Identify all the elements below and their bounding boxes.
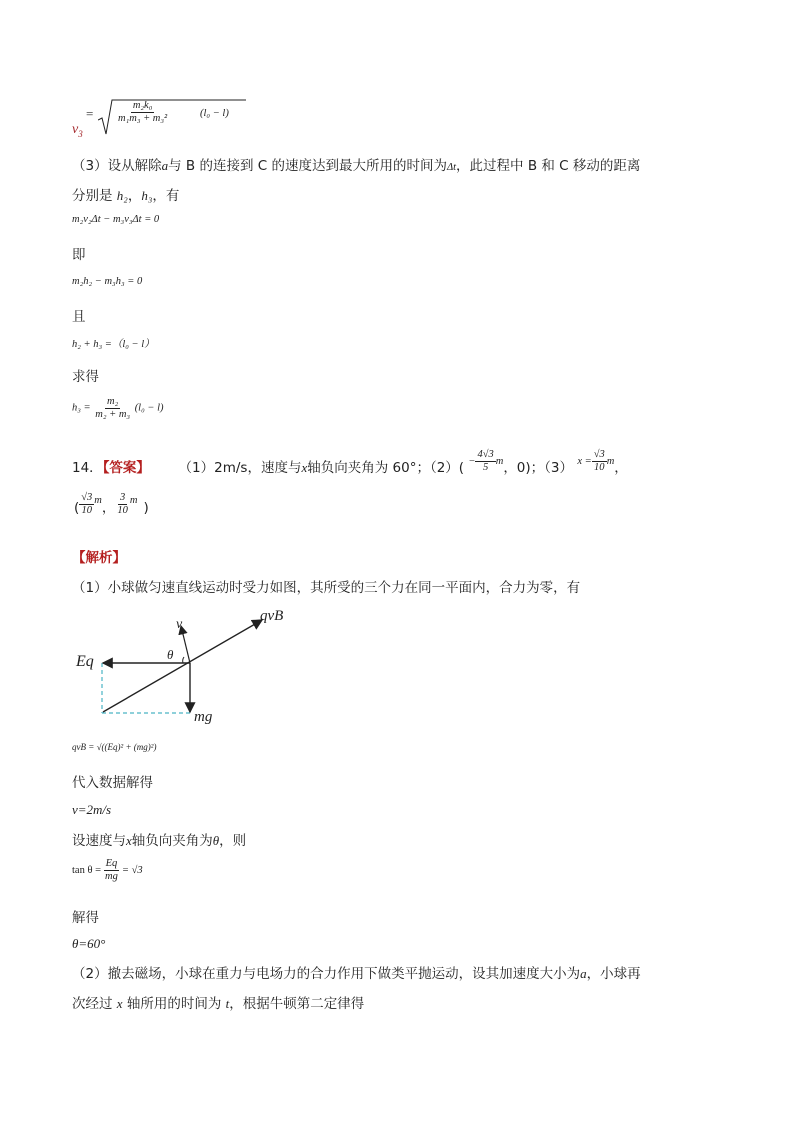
q14-p1b: 轴负向夹角为 60°；（2）( xyxy=(307,460,465,476)
tan-den: mg xyxy=(105,870,118,882)
label-eq: Eq xyxy=(76,653,94,670)
eq-h3 xyxy=(72,396,164,420)
q14-p3-fraction xyxy=(592,449,607,473)
q14-p2-num: 4√3 xyxy=(477,449,494,461)
label-qie: 且 xyxy=(72,309,86,325)
part3-sep: ， xyxy=(127,188,142,204)
part2-t: t xyxy=(225,996,230,1011)
part2-a: a xyxy=(580,966,587,981)
theta-arc xyxy=(183,657,184,663)
q14-l2-den2: 10 xyxy=(117,504,128,516)
eq-sum: h₂ + h₃ =（l₀ − l） xyxy=(72,339,155,350)
h3-tail: (l₀ − l) xyxy=(134,402,164,414)
q14-line2-open: ( xyxy=(74,500,80,517)
v3-numerator: m₂k₀ xyxy=(132,100,153,111)
v-result: v=2m/s xyxy=(72,802,112,817)
part2-line2-c: ，根据牛顿第二定律得 xyxy=(229,996,365,1012)
v-arrow xyxy=(181,626,190,663)
eq-momentum: m₂v₂Δt − m₃v₃Δt = 0 xyxy=(72,214,160,225)
label-theta: θ xyxy=(167,647,174,662)
q14-p2-tail: ，0)；（3） xyxy=(503,460,574,476)
q14-p1: （1）2m/s，速度与 xyxy=(178,460,302,476)
h3-lhs: h₃ = xyxy=(72,402,91,414)
part2-line2-a: 次经过 xyxy=(72,996,113,1012)
eq-distance: m₂h₂ − m₃h₃ = 0 xyxy=(72,276,143,287)
part2-line1-b: ，小球再 xyxy=(586,966,641,982)
part3-text-c: ，此过程中 B 和 C 移动的距离 xyxy=(456,158,641,174)
set-angle-a: 设速度与 xyxy=(72,833,126,849)
v3-formula xyxy=(72,96,372,144)
tan-fraction xyxy=(103,858,120,882)
substitute-text: 代入数据解得 xyxy=(72,775,153,791)
v3-symbol xyxy=(72,122,83,139)
q14-l2-num1: √3 xyxy=(81,492,93,503)
h3-fraction xyxy=(93,396,132,420)
q14-p3-num: √3 xyxy=(593,449,605,461)
label-qvb: qvB xyxy=(260,608,284,624)
q14-l2-num2: 3 xyxy=(120,492,126,503)
set-angle-theta: θ xyxy=(212,833,220,848)
v3-tail: (l₀ − l) xyxy=(200,108,229,119)
set-angle-c: ，则 xyxy=(219,833,247,849)
q14-p3-comma: ， xyxy=(614,460,628,476)
part2-line1-a: （2）撤去磁场，小球在重力与电场力的合力作用下做类平抛运动，设其加速度大小为 xyxy=(72,966,581,982)
q14-l2-sep: ， xyxy=(101,500,116,517)
part3-line2-b: ，有 xyxy=(152,188,180,204)
v3-denominator: m₁m₃ + m₃² xyxy=(118,112,168,124)
tan-lhs: tan θ = xyxy=(72,864,102,876)
q14-l2-den1: 10 xyxy=(81,504,93,516)
eq-qvb: qvB = √((Eq)² + (mg)²) xyxy=(72,742,157,752)
part3-a: a xyxy=(161,158,169,173)
tan-rhs: = √3 xyxy=(121,864,143,876)
q14-answer-line2 xyxy=(74,492,149,516)
h3-den: m₂ + m₃ xyxy=(95,408,131,420)
h3-num: m₂ xyxy=(107,396,119,407)
q14-l2-frac2 xyxy=(115,492,130,516)
part2-x: x xyxy=(116,996,123,1011)
part3-h3: h₃ xyxy=(141,188,153,203)
v3-letter: v xyxy=(72,122,79,137)
q14-p2-value xyxy=(468,449,503,473)
tan-num: Eq xyxy=(105,858,118,869)
q14-answer-line1 xyxy=(72,449,732,486)
v3-fraction xyxy=(116,100,169,124)
q14-l2-unit2: m xyxy=(129,495,138,507)
part3-line1 xyxy=(72,154,640,174)
v3-subscript: 3 xyxy=(78,128,83,139)
q14-p2-neg: − xyxy=(468,456,476,467)
answer-tag: 【答案】 xyxy=(102,460,150,476)
part3-h2: h₂ xyxy=(116,188,128,203)
solve-text: 解得 xyxy=(72,910,99,926)
part3-text-a: （3）设从解除 xyxy=(72,158,162,174)
theta-result: θ=60° xyxy=(72,936,106,951)
label-mg: mg xyxy=(194,709,213,725)
part2-line1 xyxy=(72,962,641,982)
part3-text-b: 与 B 的连接到 C 的速度达到最大所用的时间为 xyxy=(168,158,447,174)
part3-line2 xyxy=(72,184,179,204)
v3-eq-sign: = xyxy=(86,106,94,121)
analysis-p1: （1）小球做匀速直线运动时受力如图，其所受的三个力在同一平面内，合力为零，有 xyxy=(72,580,581,596)
tan-equation xyxy=(72,858,143,882)
q14-p2-fraction xyxy=(475,449,495,473)
label-qiude: 求得 xyxy=(72,369,99,385)
q14-line2-close: ) xyxy=(143,500,149,517)
part2-line2-b: 轴所用的时间为 xyxy=(126,996,222,1012)
q14-l2-unit1: m xyxy=(94,495,102,507)
part2-line2 xyxy=(72,992,364,1012)
q14-p3-value xyxy=(577,449,614,473)
set-angle-line xyxy=(72,829,246,849)
q14-x1: x xyxy=(301,460,308,475)
q14-p2-unit: m xyxy=(495,456,504,467)
analysis-tag: 【解析】 xyxy=(72,550,126,566)
q14-p3-x: x = xyxy=(577,456,592,467)
part3-line2-a: 分别是 xyxy=(72,188,113,204)
q14-l2-frac1 xyxy=(79,492,94,516)
part3-dt: Δt xyxy=(446,162,457,173)
set-angle-b: 轴负向夹角为 xyxy=(131,833,213,849)
q14-number: 14． xyxy=(72,460,103,476)
force-diagram xyxy=(72,600,302,730)
set-angle-x: x xyxy=(126,833,132,848)
q14-p2-den: 5 xyxy=(482,462,489,473)
label-ji: 即 xyxy=(72,247,86,263)
q14-p3-unit: m xyxy=(606,456,615,467)
q14-p3-den: 10 xyxy=(593,462,605,473)
label-v: v xyxy=(176,617,183,632)
